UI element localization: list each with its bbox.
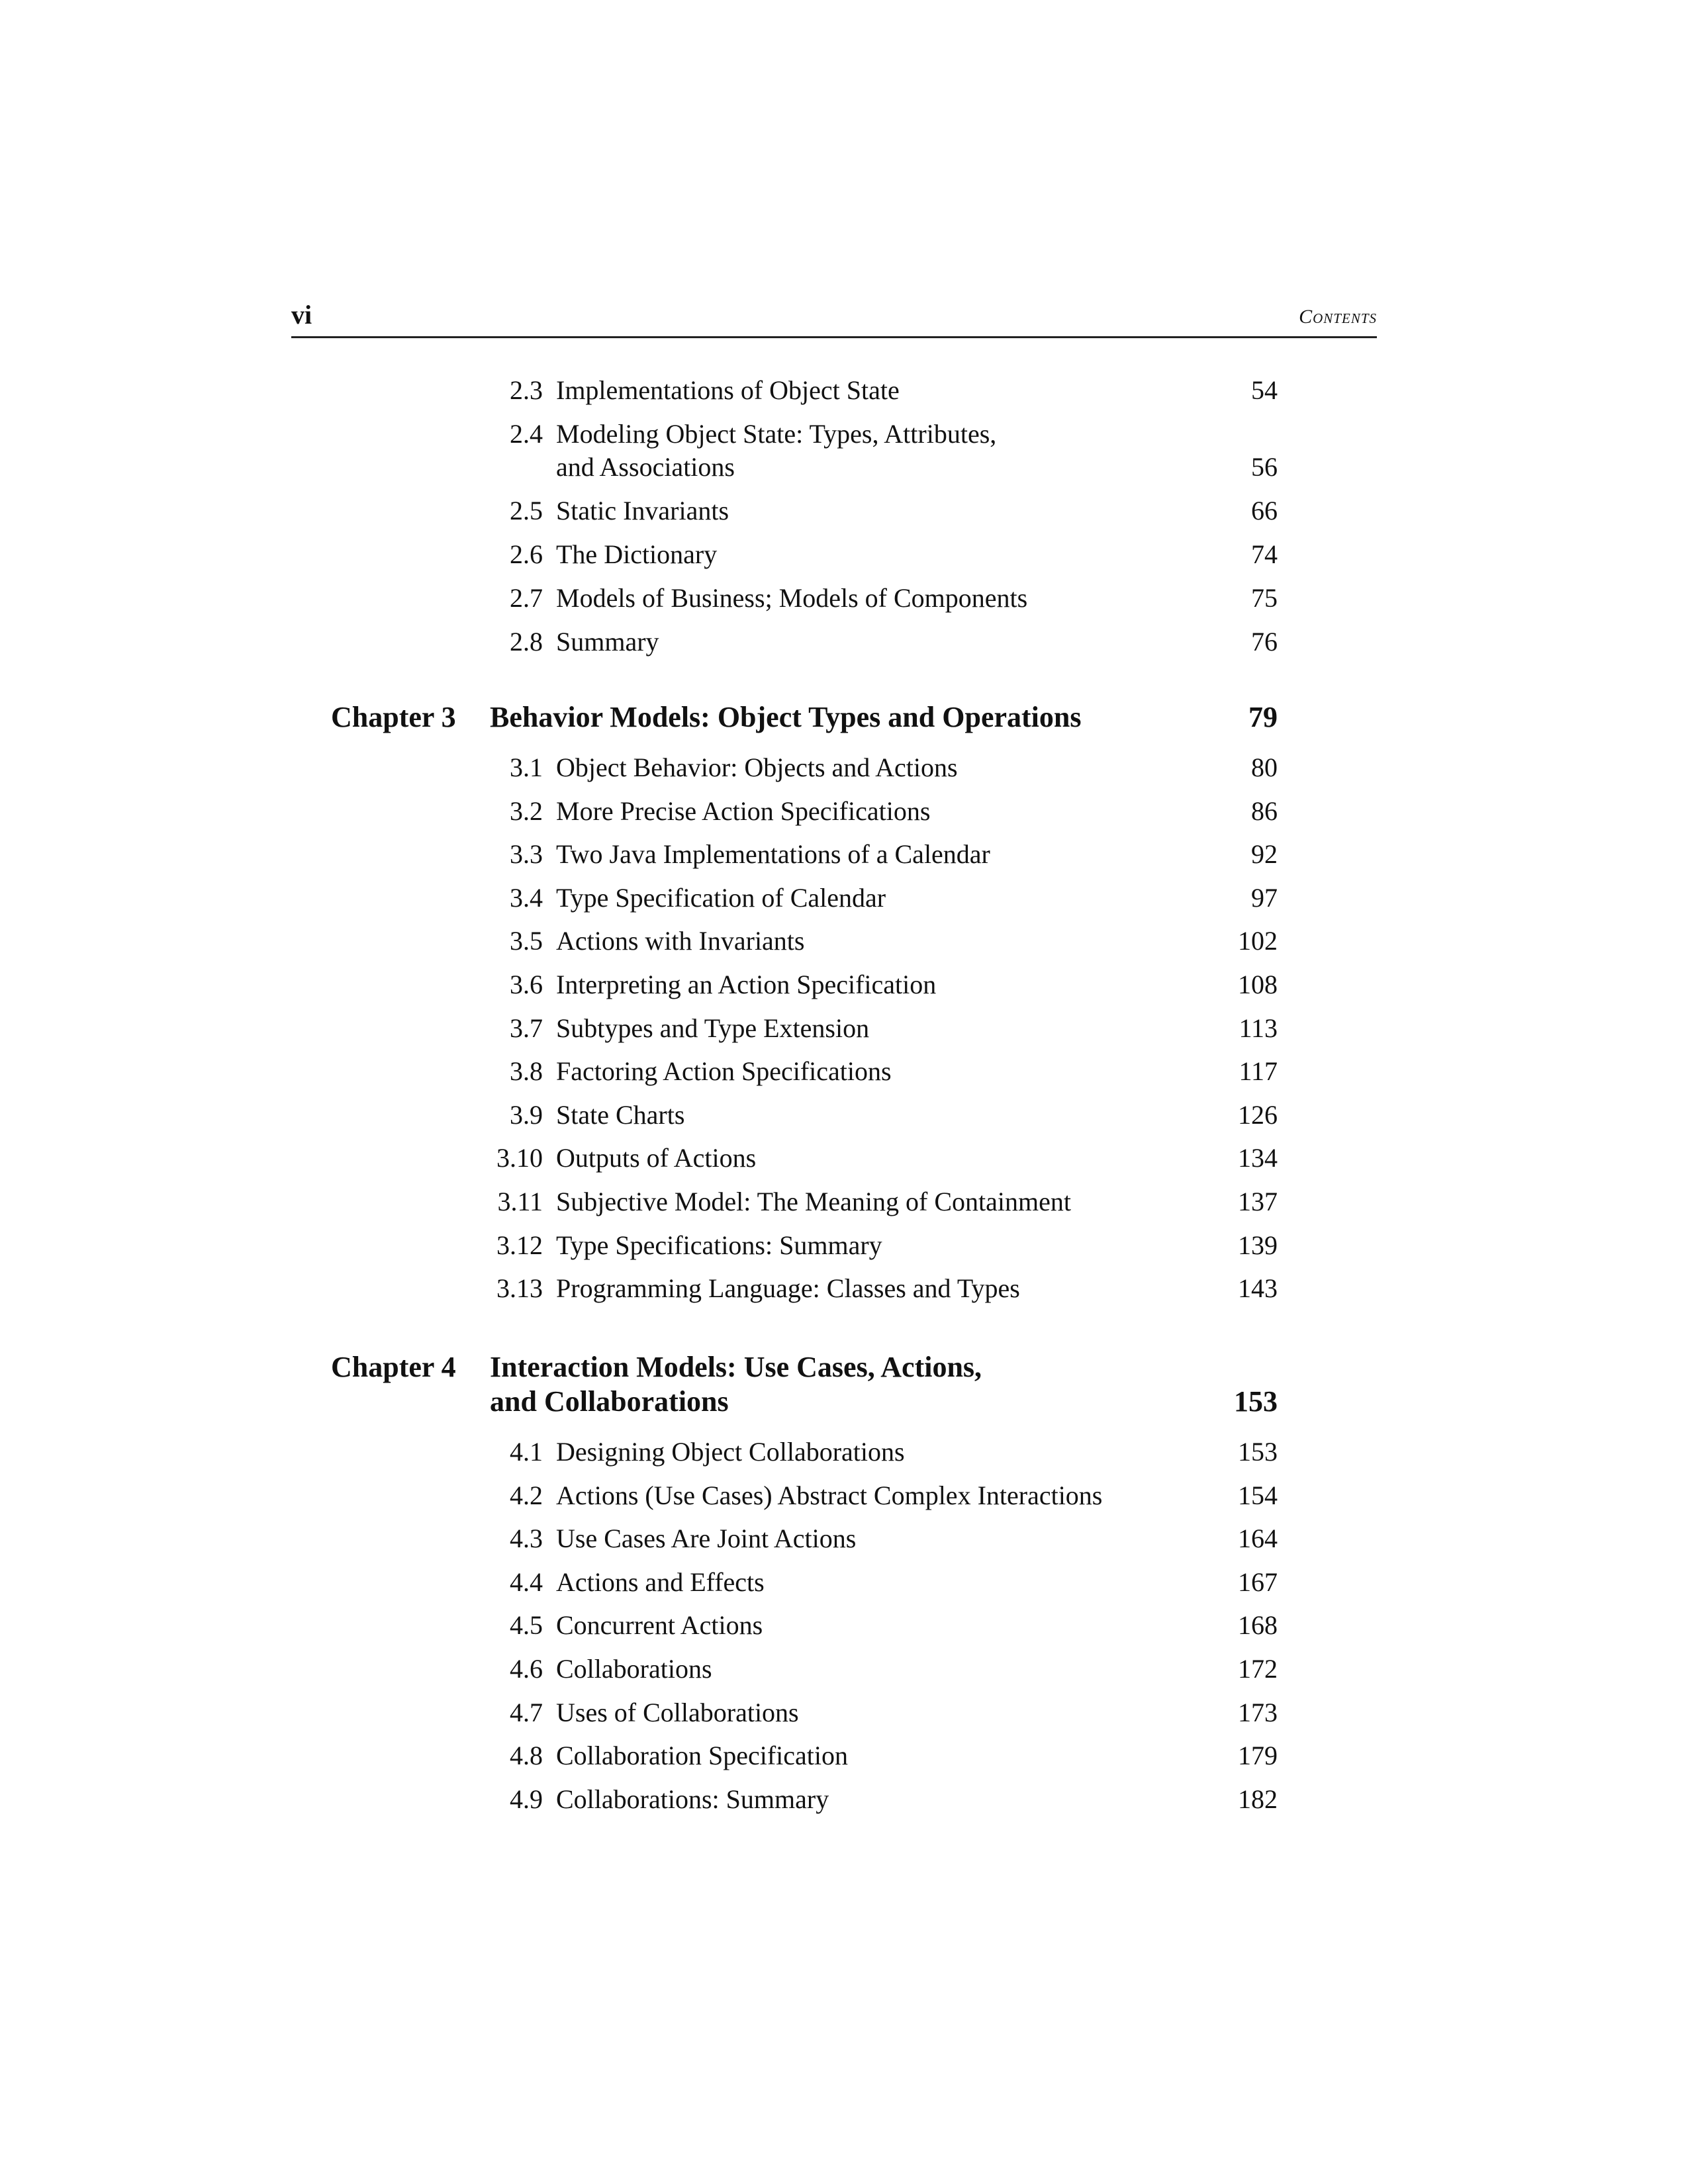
section-page: 179: [1238, 1741, 1278, 1771]
section-page: 172: [1238, 1654, 1278, 1684]
section-number: 2.7: [510, 583, 543, 613]
section-page: 139: [1238, 1230, 1278, 1260]
section-page: 154: [1238, 1480, 1278, 1510]
section-number: 4.5: [510, 1610, 543, 1641]
section-title: Modeling Object State: Types, Attributes,: [556, 419, 997, 449]
page-folio: vi: [291, 300, 312, 330]
section-page: 143: [1238, 1273, 1278, 1304]
section-page: 86: [1251, 796, 1278, 826]
section-page: 182: [1238, 1784, 1278, 1814]
section-title: Two Java Implementations of a Calendar: [556, 839, 990, 870]
section-page: 153: [1238, 1437, 1278, 1467]
section-title: Collaborations: [556, 1654, 712, 1684]
section-title: State Charts: [556, 1099, 685, 1130]
section-number: 3.12: [496, 1230, 543, 1260]
section-number: 2.5: [510, 496, 543, 525]
section-title: Type Specification of Calendar: [556, 882, 886, 913]
section-title: Factoring Action Specifications: [556, 1056, 892, 1087]
section-number: 3.6: [510, 970, 543, 999]
section-title: Implementations of Object State: [556, 375, 900, 405]
section-number: 2.4: [510, 419, 543, 449]
section-page: 92: [1251, 839, 1278, 870]
section-title: The Dictionary: [556, 539, 718, 569]
section-page: 75: [1251, 583, 1278, 613]
section-number: 3.13: [496, 1273, 543, 1304]
chapter-title: Interaction Models: Use Cases, Actions,: [490, 1351, 982, 1383]
section-title: Actions with Invariants: [556, 926, 805, 956]
chapter-page: 79: [1248, 701, 1278, 733]
section-title: Static Invariants: [556, 496, 729, 525]
section-number: 3.2: [510, 796, 543, 826]
section-number: 4.1: [510, 1437, 543, 1467]
section-page: 167: [1238, 1567, 1278, 1597]
section-title: Object Behavior: Objects and Actions: [556, 752, 958, 782]
section-page: 126: [1238, 1099, 1278, 1130]
section-number: 3.11: [497, 1187, 543, 1216]
section-page: 168: [1238, 1610, 1278, 1641]
section-page: 56: [1251, 452, 1278, 482]
section-number: 3.4: [510, 882, 543, 913]
section-page: 76: [1251, 627, 1278, 657]
section-title: Uses of Collaborations: [556, 1697, 799, 1727]
section-page: 134: [1238, 1143, 1278, 1173]
section-title: More Precise Action Specifications: [556, 796, 931, 826]
chapter-title-continued: and Collaborations: [490, 1385, 729, 1418]
section-title: Use Cases Are Joint Actions: [556, 1524, 857, 1554]
section-number: 4.6: [510, 1654, 543, 1684]
page-header: [291, 299, 1377, 338]
section-number: 3.8: [510, 1056, 543, 1087]
chapter-label: Chapter 3: [331, 701, 456, 733]
section-number: 4.7: [510, 1697, 543, 1727]
section-title: Subjective Model: The Meaning of Containment: [556, 1187, 1072, 1216]
section-number: 2.6: [510, 539, 543, 569]
section-title: Collaborations: Summary: [556, 1784, 829, 1814]
section-page: 164: [1238, 1524, 1278, 1554]
section-page: 66: [1251, 496, 1278, 525]
section-title: Interpreting an Action Specification: [556, 970, 937, 999]
section-page: 108: [1238, 970, 1278, 999]
section-number: 4.3: [510, 1524, 543, 1554]
chapter-title: Behavior Models: Object Types and Operations: [490, 701, 1082, 733]
section-title: Designing Object Collaborations: [556, 1437, 905, 1467]
section-title-continued: and Associations: [556, 452, 735, 482]
section-title: Programming Language: Classes and Types: [556, 1273, 1020, 1304]
section-number: 4.4: [510, 1567, 543, 1597]
running-head: Contents: [1299, 306, 1377, 328]
section-title: Summary: [556, 627, 659, 657]
section-number: 2.8: [510, 627, 543, 657]
section-title: Collaboration Specification: [556, 1741, 848, 1771]
section-title: Models of Business; Models of Components: [556, 583, 1028, 613]
section-number: 3.1: [510, 752, 543, 782]
section-number: 3.3: [510, 839, 543, 870]
section-page: 102: [1238, 926, 1278, 956]
section-page: 117: [1239, 1056, 1278, 1087]
section-page: 74: [1251, 539, 1278, 569]
section-page: 113: [1239, 1013, 1278, 1043]
chapter-page: 153: [1234, 1385, 1278, 1418]
section-page: 80: [1251, 752, 1278, 782]
section-title: Actions and Effects: [556, 1567, 765, 1597]
section-title: Subtypes and Type Extension: [556, 1013, 870, 1043]
section-number: 4.9: [510, 1784, 543, 1814]
section-page: 137: [1238, 1187, 1278, 1216]
section-number: 3.7: [510, 1013, 543, 1043]
section-title: Type Specifications: Summary: [556, 1230, 882, 1260]
section-number: 4.2: [510, 1480, 543, 1510]
section-number: 3.9: [510, 1099, 543, 1130]
chapter-label: Chapter 4: [331, 1351, 456, 1383]
section-number: 3.5: [510, 926, 543, 956]
section-number: 4.8: [510, 1741, 543, 1771]
section-number: 2.3: [510, 375, 543, 405]
section-title: Actions (Use Cases) Abstract Complex Interactions: [556, 1480, 1103, 1510]
section-page: 54: [1251, 375, 1278, 405]
section-title: Concurrent Actions: [556, 1610, 763, 1641]
section-title: Outputs of Actions: [556, 1143, 757, 1173]
section-page: 173: [1238, 1697, 1278, 1727]
section-number: 3.10: [496, 1143, 543, 1173]
section-page: 97: [1251, 882, 1278, 913]
